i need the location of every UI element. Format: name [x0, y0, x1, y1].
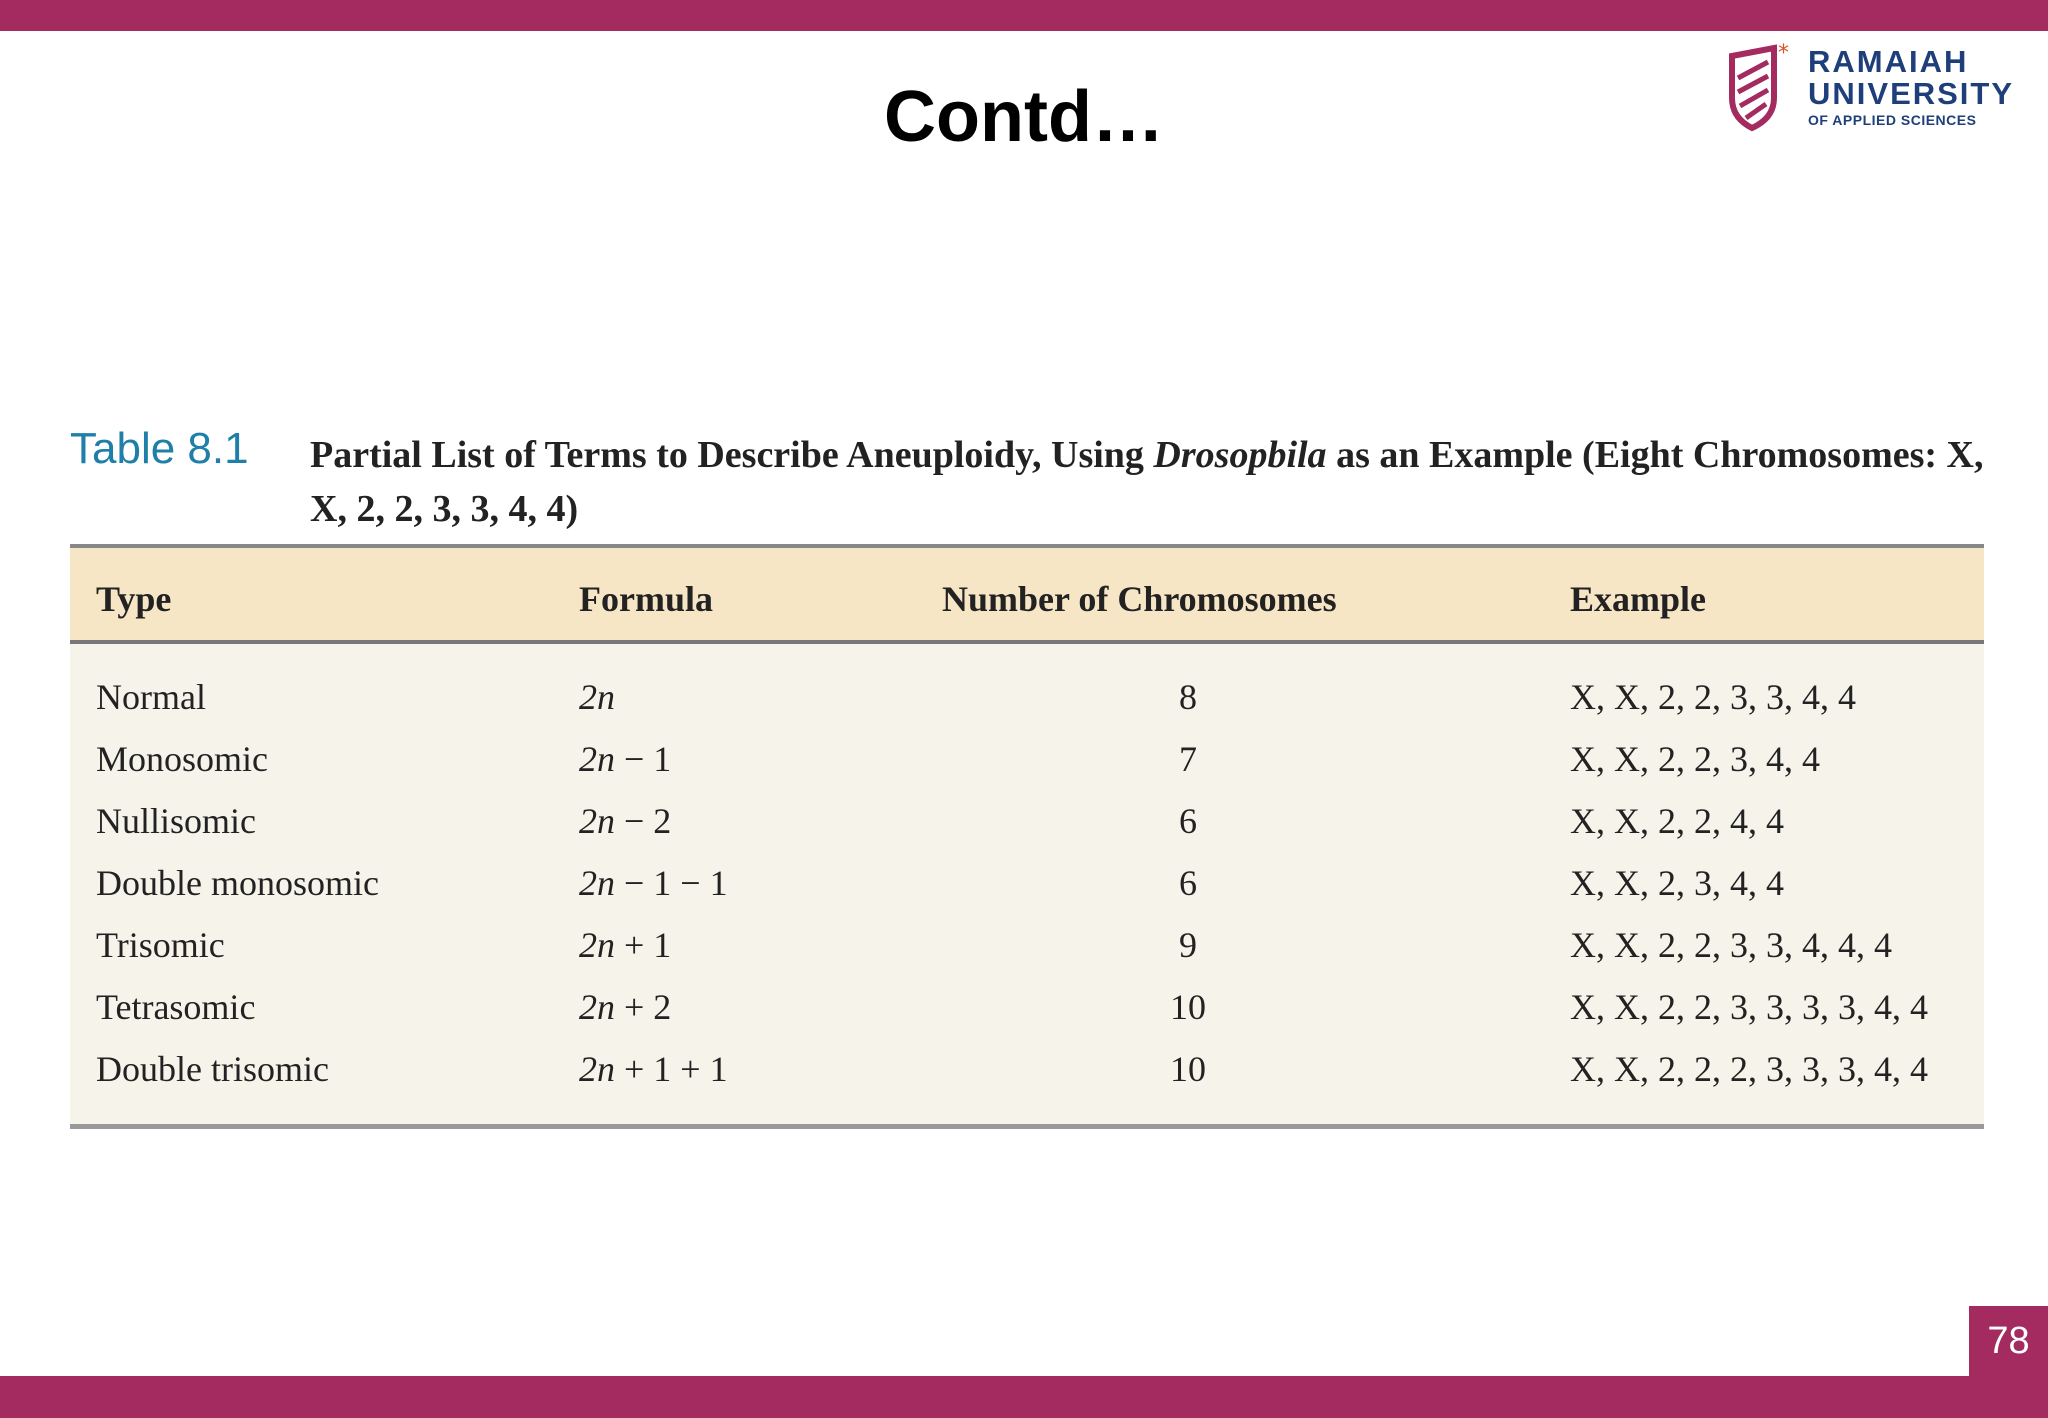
cell-example: X, X, 2, 3, 4, 4	[1570, 863, 1784, 903]
cell-type: Tetrasomic	[96, 987, 256, 1027]
formula-base: 2n	[579, 987, 615, 1027]
cell-formula	[579, 1038, 728, 1100]
slide-title: Contd…	[884, 77, 1164, 157]
formula-suffix: − 1	[615, 739, 672, 779]
cell-formula	[579, 666, 615, 728]
table-row	[70, 666, 1984, 728]
aneuploidy-table	[70, 544, 1984, 1129]
table-row	[70, 914, 1984, 976]
cell-type: Nullisomic	[96, 801, 256, 841]
formula-base: 2n	[579, 801, 615, 841]
caption-part-1: Partial List of Terms to Describe Aneuploidy, Using	[310, 434, 1154, 476]
cell-example: X, X, 2, 2, 2, 3, 3, 3, 4, 4	[1570, 1049, 1928, 1089]
cell-count: 10	[1170, 987, 1206, 1027]
header-number: Number of Chromosomes	[942, 579, 1337, 619]
table-caption	[310, 428, 1990, 536]
logo-line-3: OF APPLIED SCIENCES	[1808, 112, 1977, 128]
caption-part-2: as an Example (Eight Chromosomes: X, X, 2, 2, 3, 3, 4, 4)	[310, 434, 1984, 530]
formula-suffix: + 2	[615, 987, 672, 1027]
cell-example: X, X, 2, 2, 4, 4	[1570, 801, 1784, 841]
logo-wordmark	[1808, 46, 2014, 130]
table-row	[70, 1038, 1984, 1100]
cell-count: 6	[1179, 863, 1197, 903]
logo-line-1: RAMAIAH	[1808, 44, 1969, 79]
header-example: Example	[1570, 579, 1707, 619]
table-header-row	[70, 548, 1984, 644]
formula-suffix: + 1 + 1	[615, 1049, 728, 1089]
logo-line-2: UNIVERSITY	[1808, 76, 2015, 111]
formula-base: 2n	[579, 1049, 615, 1089]
cell-formula	[579, 852, 728, 914]
cell-formula	[579, 790, 671, 852]
cell-example: X, X, 2, 2, 3, 3, 4, 4, 4	[1570, 925, 1892, 965]
logo-emblem-icon	[1722, 38, 1802, 134]
university-logo	[1722, 38, 2022, 134]
cell-count: 8	[1179, 677, 1197, 717]
cell-example: X, X, 2, 2, 3, 3, 4, 4	[1570, 677, 1856, 717]
cell-count: 7	[1179, 739, 1197, 779]
header-type: Type	[96, 579, 172, 619]
cell-count: 9	[1179, 925, 1197, 965]
formula-base: 2n	[579, 677, 615, 717]
cell-type: Normal	[96, 677, 206, 717]
cell-type: Monosomic	[96, 739, 269, 779]
cell-example: X, X, 2, 2, 3, 3, 3, 3, 4, 4	[1570, 987, 1928, 1027]
cell-count: 10	[1170, 1049, 1206, 1089]
cell-type: Trisomic	[96, 925, 225, 965]
formula-base: 2n	[579, 739, 615, 779]
table-number: Table 8.1	[70, 424, 249, 473]
formula-suffix: − 1 − 1	[615, 863, 728, 903]
top-accent-bar	[0, 0, 2048, 31]
table-row	[70, 790, 1984, 852]
cell-count: 6	[1179, 801, 1197, 841]
page-number: 78	[1969, 1306, 2048, 1376]
table-row	[70, 852, 1984, 914]
formula-suffix: + 1	[615, 925, 672, 965]
caption-species: Drosopbila	[1153, 434, 1327, 476]
cell-formula	[579, 914, 671, 976]
cell-type: Double monosomic	[96, 863, 379, 903]
cell-formula	[579, 728, 671, 790]
cell-formula	[579, 976, 671, 1038]
bottom-accent-bar	[0, 1376, 2048, 1418]
formula-suffix: − 2	[615, 801, 672, 841]
svg-text:*: *	[1778, 41, 1789, 66]
formula-base: 2n	[579, 925, 615, 965]
table-row	[70, 976, 1984, 1038]
cell-type: Double trisomic	[96, 1049, 329, 1089]
formula-base: 2n	[579, 863, 615, 903]
cell-example: X, X, 2, 2, 3, 4, 4	[1570, 739, 1820, 779]
header-formula: Formula	[579, 579, 713, 619]
table-row	[70, 728, 1984, 790]
